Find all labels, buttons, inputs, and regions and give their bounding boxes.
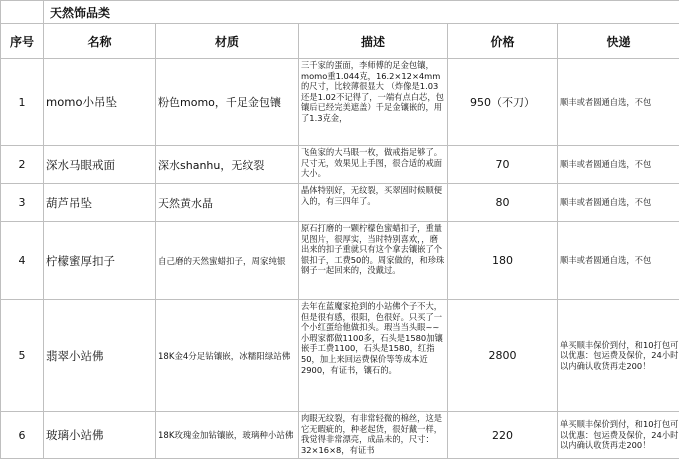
cell-material[interactable]: 18K玫瑰金加钻镶嵌，玻璃种小站佛: [156, 412, 299, 459]
cell-material[interactable]: 18K金4分足钻镶嵌，冰糯阳绿站佛: [156, 300, 299, 412]
cell-material[interactable]: 深水shanhu，无纹裂: [156, 146, 299, 184]
header-desc[interactable]: 描述: [299, 24, 448, 59]
header-idx[interactable]: 序号: [1, 24, 44, 59]
cell-name[interactable]: 玻璃小站佛: [44, 412, 156, 459]
cell-material[interactable]: 天然黄水晶: [156, 184, 299, 222]
cell-material[interactable]: 自己磨的天然蜜蜡扣子，周家纯银: [156, 222, 299, 300]
cell-price[interactable]: 950（不刀）: [448, 59, 558, 146]
cell-desc[interactable]: 原石打磨的一颗柠檬色蜜蜡扣子，重量见图片，很厚实，当时特别喜欢，，磨出来的扣子重就只有这个拿去镶嵌了个银扣子，工费50的。周家做的，和珍珠钢子一起回来的，没戴过。: [299, 222, 448, 300]
cell-idx[interactable]: 6: [1, 412, 44, 459]
cell-name[interactable]: 柠檬蜜厚扣子: [44, 222, 156, 300]
cell-shipping[interactable]: 顺丰或者圆通自选，不包: [558, 146, 679, 184]
cell-price[interactable]: 180: [448, 222, 558, 300]
table-row: [1, 59, 679, 146]
blank-cell[interactable]: [1, 1, 44, 24]
header-material[interactable]: 材质: [156, 24, 299, 59]
cell-idx[interactable]: 1: [1, 59, 44, 146]
cell-desc[interactable]: 三千家的蛋面，李师傅的足金包镶，momo重1.044克，16.2×12×4mm的尺寸，比较薄很显大 （炸像是1.03还是1.02不记得了，一端有点白芯，包镶后已经完美遮盖）千足金镶嵌的，用了1.3克金，: [299, 59, 448, 146]
cell-price[interactable]: 2800: [448, 300, 558, 412]
title-row: [1, 1, 679, 24]
header-row: [1, 24, 679, 59]
header-name[interactable]: 名称: [44, 24, 156, 59]
table-row: [1, 184, 679, 222]
table-row: [1, 300, 679, 412]
cell-price[interactable]: 70: [448, 146, 558, 184]
header-price[interactable]: 价格: [448, 24, 558, 59]
cell-price[interactable]: 220: [448, 412, 558, 459]
cell-desc[interactable]: 飞鱼家的大马眼一枚，做戒指足够了。尺寸无，效果见上手图，很合适的戒面大小。: [299, 146, 448, 184]
table-row: [1, 146, 679, 184]
table-row: [1, 412, 679, 459]
cell-shipping[interactable]: 顺丰或者圆通自选，不包: [558, 59, 679, 146]
cell-shipping[interactable]: 单买顺丰保价到付，和10打包可以优惠：包运费及保价，24小时以内确认收货再走200！: [558, 412, 679, 459]
cell-name[interactable]: 葫芦吊坠: [44, 184, 156, 222]
sheet-title[interactable]: 天然饰品类: [44, 1, 679, 24]
header-shipping[interactable]: 快递: [558, 24, 679, 59]
cell-price[interactable]: 80: [448, 184, 558, 222]
cell-name[interactable]: momo小吊坠: [44, 59, 156, 146]
cell-shipping[interactable]: 单买顺丰保价到付，和10打包可以优惠：包运费及保价，24小时以内确认收货再走200！: [558, 300, 679, 412]
cell-name[interactable]: 翡翠小站佛: [44, 300, 156, 412]
table-row: [1, 222, 679, 300]
cell-desc[interactable]: 去年在蓝魔家抢到的小站佛个子不大，但是很有感，很阳，色很好。只买了一个小红蛋给他做扣头。瑕当当头眼~~小瑕家都做1100多，石头是1580加镶嵌手工费1100，石头是1580，红指50，加上来回运费保价等等成本近2900，有证书，镶石的。: [299, 300, 448, 412]
cell-shipping[interactable]: 顺丰或者圆通自选，不包: [558, 184, 679, 222]
cell-name[interactable]: 深水马眼戒面: [44, 146, 156, 184]
cell-desc[interactable]: 肉眼无纹裂，有非常轻微的棉丝，这是它无暇疵的，种老起货，很好戴一样，我觉得非常漂亮，成品未的，尺寸：32×16×8，有证书: [299, 412, 448, 459]
cell-idx[interactable]: 4: [1, 222, 44, 300]
cell-idx[interactable]: 2: [1, 146, 44, 184]
cell-material[interactable]: 粉色momo，千足金包镶: [156, 59, 299, 146]
cell-desc[interactable]: 晶体特别好，无纹裂，买翠固时候顺便入的，有三四年了。: [299, 184, 448, 222]
cell-idx[interactable]: 5: [1, 300, 44, 412]
cell-shipping[interactable]: 顺丰或者圆通自选，不包: [558, 222, 679, 300]
cell-idx[interactable]: 3: [1, 184, 44, 222]
